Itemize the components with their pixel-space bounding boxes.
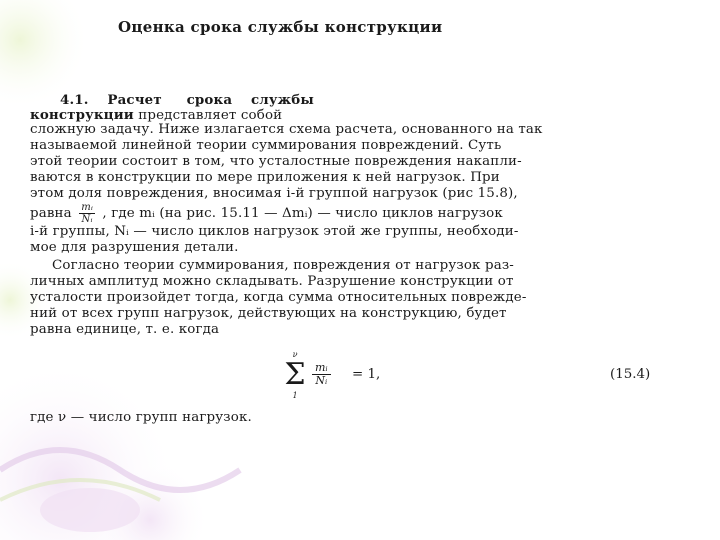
text-line: i-й группы, Nᵢ — число циклов нагрузок этой же группы, необходи-	[30, 224, 519, 239]
text-line: Согласно теории суммирования, повреждения от нагрузок раз-	[52, 258, 514, 273]
heading-word: Расчет	[107, 92, 162, 108]
sum-sign: Σ	[284, 357, 306, 392]
text-line: усталости произойдет тогда, когда сумма относительных поврежде-	[30, 290, 527, 305]
sum-upper-limit: ν	[292, 350, 298, 359]
text-line: этом доля повреждения, вносимая i-й группой нагрузок (рис 15.8),	[30, 186, 518, 201]
text-line: называемой линейной теории суммирования повреждений. Суть	[30, 138, 502, 153]
text-line: личных амплитуд можно складывать. Разрушение конструкции от	[30, 274, 514, 289]
text-line	[30, 202, 503, 225]
text-line: ний от всех групп нагрузок, действующих на конструкцию, будет	[30, 306, 507, 321]
equation-15-4	[280, 350, 660, 402]
inline-fraction	[79, 202, 95, 225]
text-line: равна единице, т. е. когда	[30, 322, 220, 337]
scanned-text-block	[30, 92, 650, 432]
text-line: сложную задачу. Ниже излагается схема расчета, основанного на так	[30, 122, 543, 137]
fraction-numerator: mᵢ	[81, 202, 93, 213]
sum-lower-limit: 1	[292, 391, 298, 400]
text-span: , где mᵢ (на рис. 15.11 — Δmᵢ) — число циклов нагрузок	[102, 206, 503, 221]
equation-number: (15.4)	[610, 367, 651, 382]
heading-word: конструкции	[30, 107, 134, 123]
slide-title: Оценка срока службы конструкции	[118, 18, 443, 36]
text-line: этой теории состоит в том, что усталостные повреждения накапли-	[30, 154, 522, 169]
summation	[280, 350, 310, 400]
fraction-denominator: Nᵢ	[315, 374, 328, 387]
text-line: ваются в конструкции по мере приложения к ней нагрузок. При	[30, 170, 500, 185]
heading-word: срока	[186, 92, 233, 108]
equation-fraction	[312, 362, 331, 387]
section-number: 4.1.	[60, 92, 89, 108]
text-span: представляет собой	[138, 108, 283, 123]
text-span: равна	[30, 206, 72, 221]
heading-word: службы	[250, 92, 314, 108]
fraction-numerator: mᵢ	[312, 362, 331, 375]
equation-rest: = 1,	[352, 367, 381, 382]
section-heading-line	[60, 92, 314, 108]
text-line: мое для разрушения детали.	[30, 240, 239, 255]
fraction-denominator: Nᵢ	[81, 214, 93, 225]
text-line: где ν — число групп нагрузок.	[30, 410, 252, 425]
